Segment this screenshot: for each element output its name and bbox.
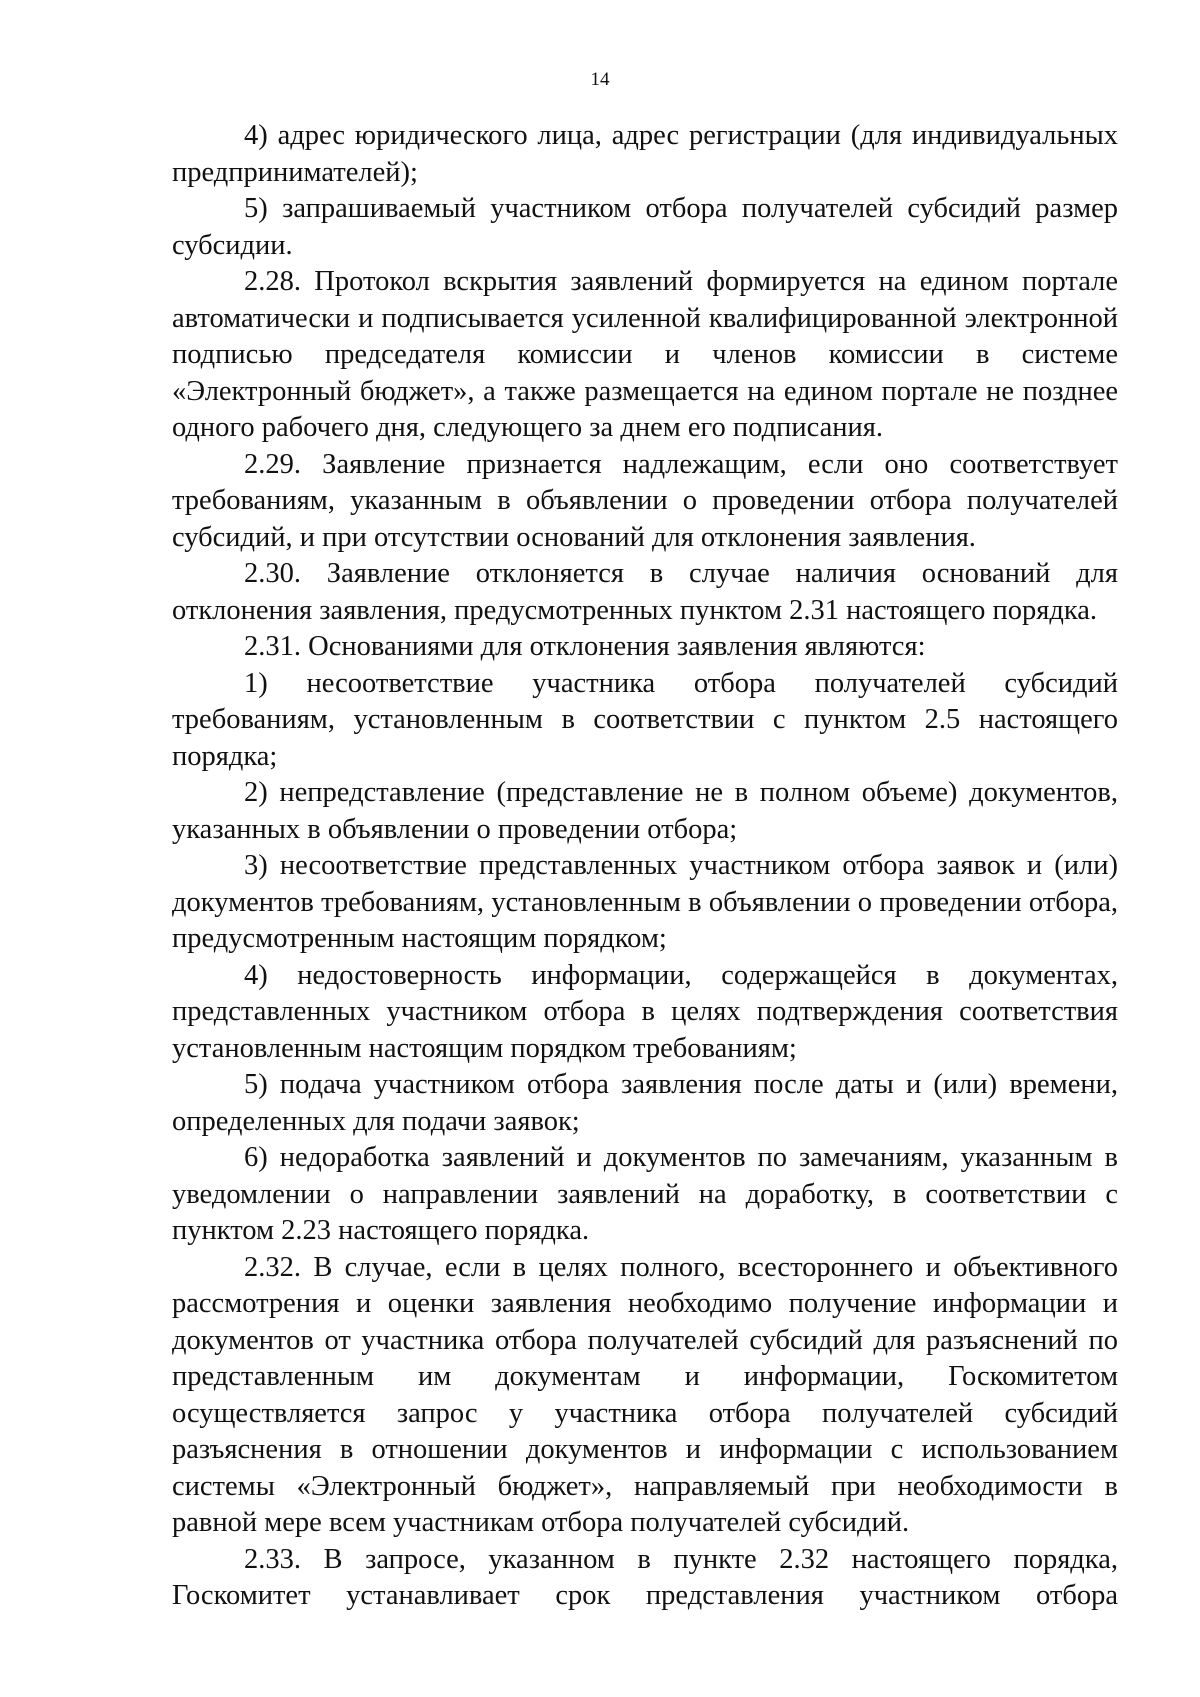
paragraph-2-31-item-6: 6) недоработка заявлений и документов по замечаниям, указанным в уведомлении о направлении заявлений на доработку, в соответствии с пунктом 2.23 настоящего порядка. [172,1142,1118,1246]
paragraph-2-31-item-4: 4) недостоверность информации, содержащейся в документах, представленных участником отбора в целях подтверждения соответствия установленным настоящим порядком требованиям; [172,959,1118,1064]
paragraph-2-31-item-3: 3) несоответствие представленных участником отбора заявок и (или) документов требованиям, установленным в объявлении о проведении отбора, предусмотренным настоящим порядком; [172,850,1118,954]
paragraph-item-4-address: 4) адрес юридического лица, адрес регистрации (для индивидуальных предпринимателей); [172,120,1118,188]
paragraph-2-31: 2.31. Основаниями для отклонения заявления являются: [244,631,926,662]
paragraph-2-33: 2.33. В запросе, указанном в пункте 2.32 настоящего порядка, Госкомитет устанавливает срок представления участником отбора [172,1543,1118,1611]
paragraph-2-30: 2.30. Заявление отклоняется в случае наличия оснований для отклонения заявления, предусмотренных пунктом 2.31 настоящего порядка. [172,558,1118,626]
paragraph-2-31-item-1: 1) несоответствие участника отбора получателей субсидий требованиям, установленным в соответствии с пунктом 2.5 настоящего порядка; [172,667,1118,772]
paragraph-item-5-subsidy-amount: 5) запрашиваемый участником отбора получателей субсидий размер субсидии. [172,193,1118,261]
page-number: 14 [590,69,610,90]
paragraph-2-28: 2.28. Протокол вскрытия заявлений формируется на едином портале автоматически и подписывается усиленной квалифицированной электронной подписью председателя комиссии и членов комиссии в системе «Электронный бюджет», а также размещается на едином портале не позднее одного рабочего дня, следующего за днем его подписания. [172,266,1118,443]
paragraph-2-31-item-2: 2) непредставление (представление не в полном объеме) документов, указанных в объявлении о проведении отбора; [172,777,1118,845]
paragraph-2-32: 2.32. В случае, если в целях полного, всестороннего и объективного рассмотрения и оценки заявления необходимо получение информации и документов от участника отбора получателей субсидий для разъяснений по представленным им документам и информации, Госкомитетом осуществляется запрос у участника отбора получателей субсидий разъяснения в отношении документов и информации с использованием системы «Электронный бюджет», направляемый при необходимости в равной мере всем участникам отбора получателей субсидий. [172,1251,1118,1538]
paragraph-2-29: 2.29. Заявление признается надлежащим, если оно соответствует требованиям, указанным в объявлении о проведении отбора получателей субсидий, и при отсутствии оснований для отклонения заявления. [172,448,1118,553]
document-body [172,118,1118,1615]
paragraph-2-31-item-5: 5) подача участником отбора заявления после даты и (или) времени, определенных для подачи заявок; [172,1069,1118,1137]
